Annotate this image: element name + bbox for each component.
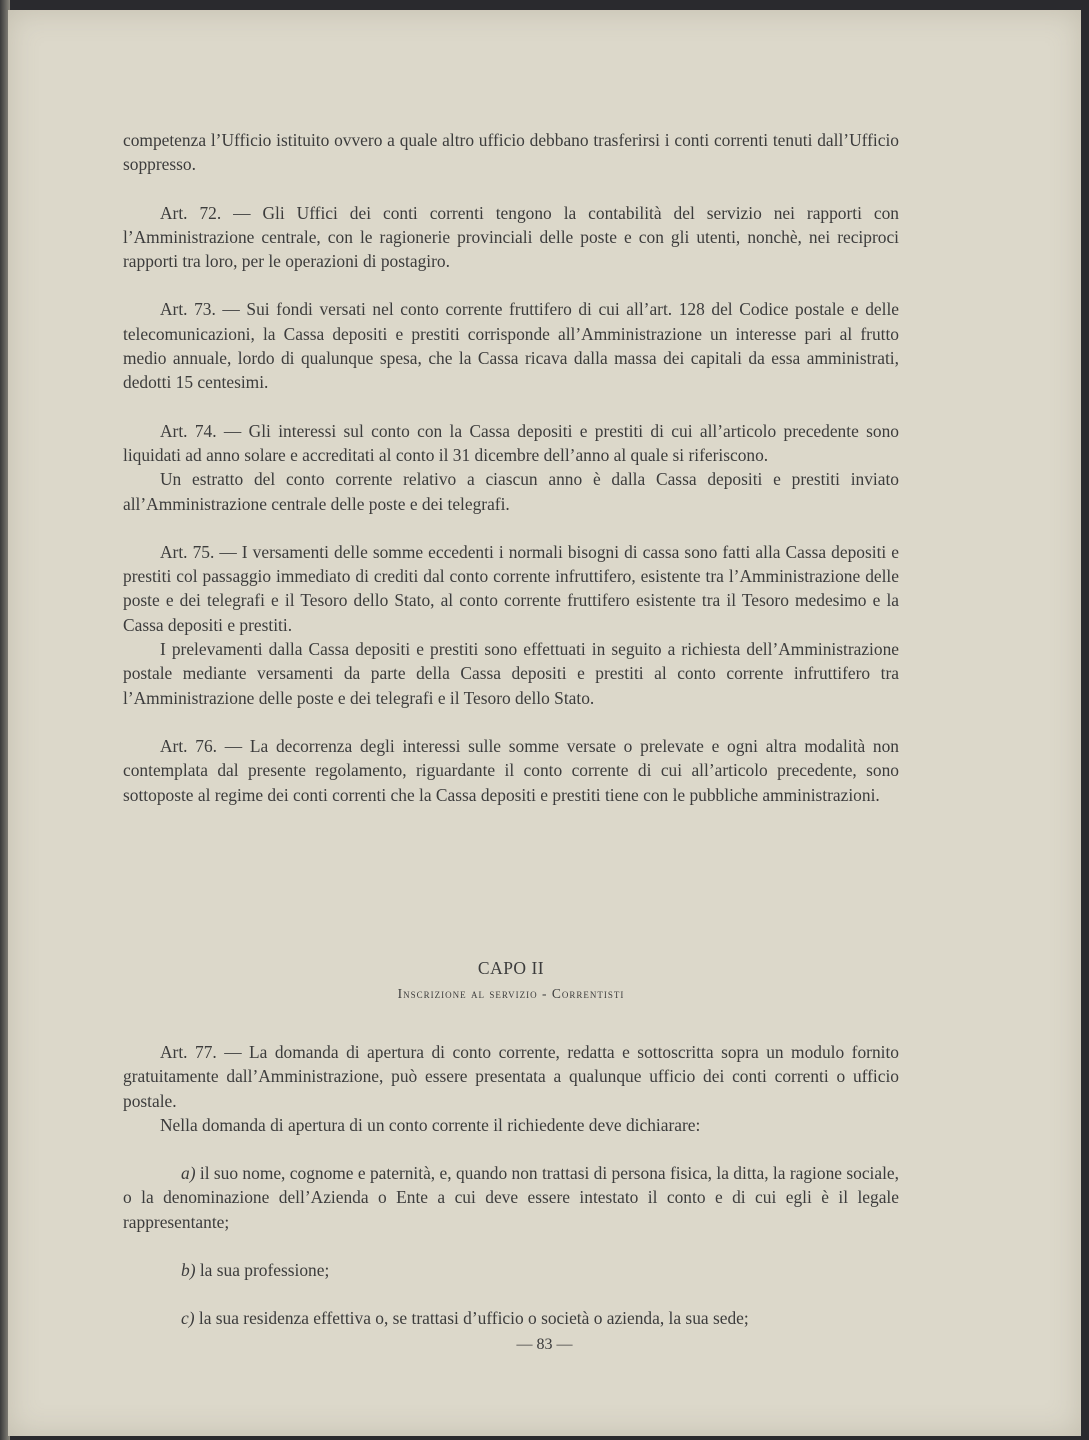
chapter-subtitle: Inscrizione al servizio - Correntisti [397,986,625,1001]
list-text-b: la sua professione; [195,1260,330,1281]
list-letter-b: b) [181,1260,196,1281]
article-77-block [123,1040,899,1331]
article-75-paragraph-2: I prelevamenti dalla Cassa depositi e prestiti sono effettuati in seguito a richiesta dell’Amministrazione postale mediante versamenti da parte della Cassa depositi e prestiti al conto corrente infruttifero tra l’Amministrazione delle poste e dei telegrafi e il Tesoro dello Stato. [123,639,899,708]
article-75: Art. 75. — I versamenti delle somme eccedenti i normali bisogni di cassa sono fatti alla Cassa depositi e prestiti col passaggio immediato di crediti dal conto corrente infruttifero, esistente tra l’Amministrazione delle poste e dei telegrafi e il Tesoro dello Stato, al conto corrente fruttifero esistente tra il Tesoro medesimo e la Cassa depositi e prestiti. [123,541,899,635]
article-76: Art. 76. — La decorrenza degli interessi sulle somme versate o prelevate e ogni altra modalità non contemplata dal presente regolamento, riguardante il conto corrente di cui all’articolo precedente, sono sottoposte al regime dei conti correnti che la Cassa depositi e prestiti tiene con le pubbliche amministrazioni. [123,735,899,805]
article-77: Art. 77. — La domanda di apertura di conto corrente, redatta e sottoscritta sopra un modulo fornito gratuitamente dall’Amministrazione, può essere presentata a qualunque ufficio dei conti correnti o ufficio postale. [123,1042,899,1111]
page-body [123,128,899,807]
article-74: Art. 74. — Gli interessi sul conto con la Cassa depositi e prestiti di cui all’articolo precedente sono liquidati ad anno solare e accreditati al conto il 31 dicembre dell’anno al quale si riferiscono. [123,420,899,465]
list-item-c [123,1306,899,1330]
article-74-paragraph-2: Un estratto del conto corrente relativo a ciascun anno è dalla Cassa depositi e prestiti inviato all’Amministrazione centrale delle poste e dei telegrafi. [123,469,899,514]
paragraph-continuation: competenza l’Ufficio istituito ovvero a quale altro ufficio debbano trasferirsi i conti correnti tenuti dall’Ufficio soppresso. [123,130,899,175]
article-77-intro: Nella domanda di apertura di un conto corrente il richiedente deve dichiarare: [160,1114,701,1135]
article-73: Art. 73. — Sui fondi versati nel conto corrente fruttifero di cui all’art. 128 del Codice postale e delle telecomunicazioni, la Cassa depositi e prestiti corrisponde all’Amministrazione un interesse pari al frutto medio annuale, lordo di qualunque spesa, che la Cassa ricava dalla massa dei capitali da essa amministrati, dedotti 15 centesimi. [123,299,899,393]
list-text-c: la sua residenza effettiva o, se trattasi d’ufficio o società o azienda, la sua sede; [194,1308,749,1329]
list-letter-a: a) [181,1163,196,1184]
chapter-title: CAPO II [477,958,545,978]
list-text-a: il suo nome, cognome e paternità, e, quando non trattasi di persona fisica, la ditta, la ragione sociale, o la denominazione dell’Azienda o Ente a cui deve essere intestato il conto e di cui egli è il legale rappresentante; [123,1163,899,1232]
list-letter-c: c) [181,1308,195,1329]
page-number: — 83 — [516,1336,573,1353]
article-72: Art. 72. — Gli Uffici dei conti correnti tengono la contabilità del servizio nei rapporti con l’Amministrazione centrale, con le ragionerie provinciali delle poste e con gli utenti, nonchè, nei reciproci rapporti tra loro, per le operazioni di postagiro. [123,202,899,272]
list-item-b [123,1258,899,1282]
list-item-a [123,1161,899,1234]
